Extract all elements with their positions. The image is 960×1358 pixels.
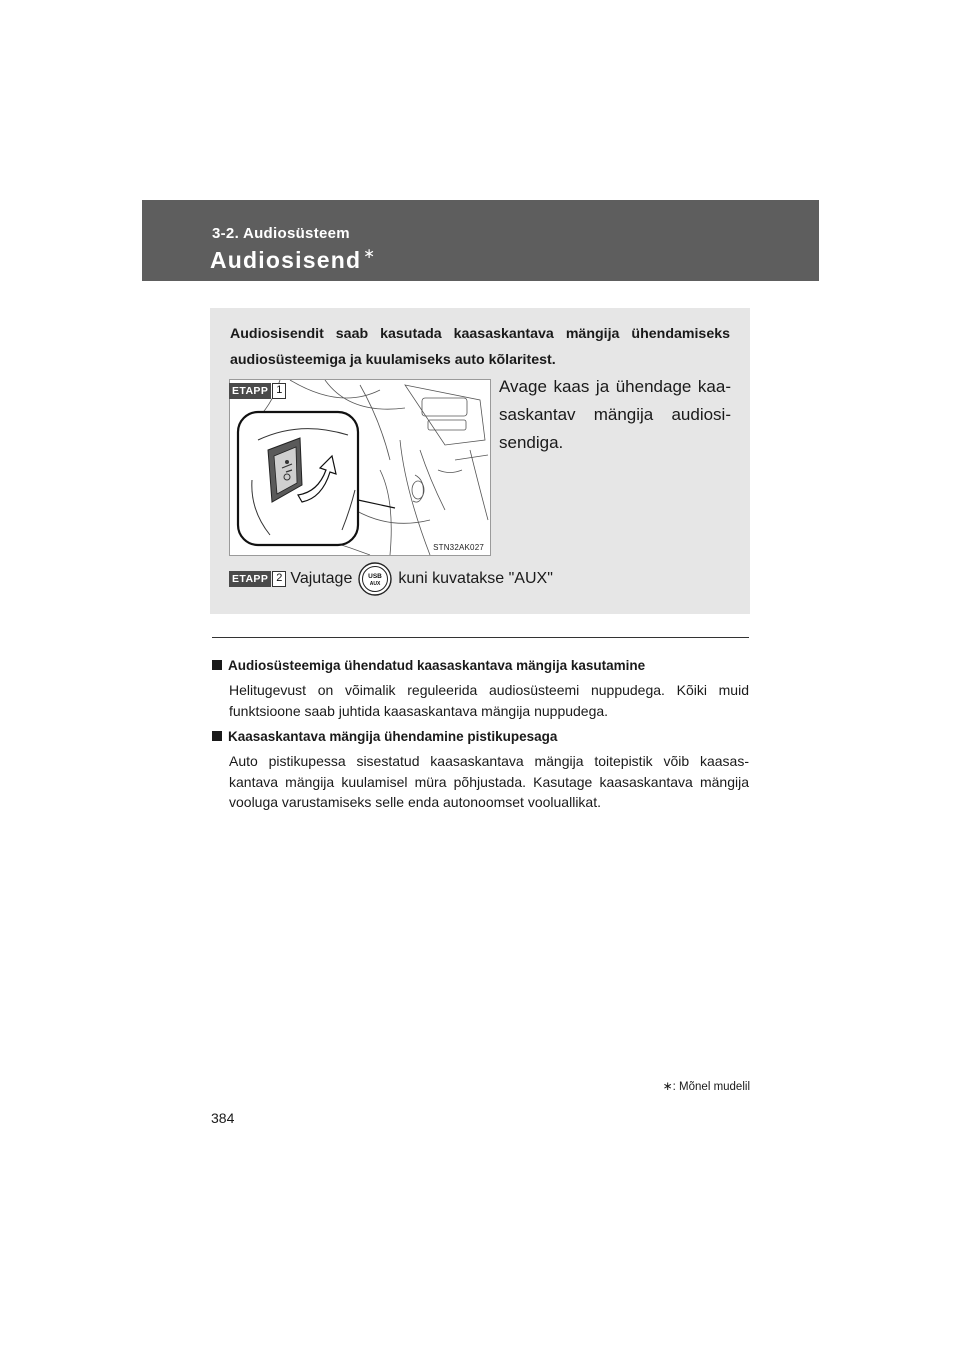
page-title xyxy=(210,247,376,274)
step-badge-word: ETAPP xyxy=(229,383,271,399)
intro-text: Audiosisendit saab kasutada kaasaskantava mängija ühendamiseks audiosüsteemiga ja kuulamiseks auto kõlaritest. xyxy=(230,326,730,368)
note-usage xyxy=(212,656,749,721)
note-heading-text: Audiosüsteemiga ühendatud kaasaskantava mängija kasutamine xyxy=(228,658,646,673)
note-body: Helitugevust on võimalik reguleerida audiosüsteemi nuppudega. Kõiki muid funktsioone saab juhtida kaasaskantava mängija nuppudega. xyxy=(229,682,749,719)
dashboard-drawing xyxy=(230,380,490,555)
step-2-text-before: Vajutage xyxy=(290,570,353,587)
step-2-text-after: kuni kuvatakse "AUX" xyxy=(398,570,553,587)
note-power-socket xyxy=(212,727,749,813)
page-title-text: Audiosisend xyxy=(210,247,362,273)
usb-aux-button-icon xyxy=(358,562,392,596)
note-heading-text: Kaasaskantava mängija ühendamine pistikupesaga xyxy=(228,729,558,744)
note-heading xyxy=(212,656,749,676)
footnote-text: : Mõnel mudelil xyxy=(672,1081,750,1093)
aux-port-illustration xyxy=(229,379,491,556)
step-2-badge xyxy=(229,571,286,587)
step-badge-number: 1 xyxy=(272,383,286,399)
note-body: Auto pistikupessa sisestatud kaasaskantava mängija toitepistik võib kaasas-kantava mängija kuulamisel müra põhjustada. Kasutage kaasaskantava mängija vooluga varustamiseks selle enda autonoomset vooluallikat. xyxy=(229,753,749,810)
section-divider xyxy=(212,637,749,638)
figure-code: STN32AK027 xyxy=(433,543,484,552)
step-1-text: Avage kaas ja ühendage kaa-saskantav mängija audiosi-sendiga. xyxy=(499,377,731,452)
bullet-square-icon xyxy=(212,660,222,670)
step-badge-number: 2 xyxy=(272,571,286,587)
usb-button-label-bottom: AUX xyxy=(370,581,381,587)
note-heading xyxy=(212,727,749,747)
footnote xyxy=(663,1079,750,1093)
footnote-mark: ∗ xyxy=(662,1079,673,1093)
usb-button-label-top: USB xyxy=(368,573,383,580)
intro-box xyxy=(210,308,750,614)
step-2-line xyxy=(229,561,553,597)
step-badge-word: ETAPP xyxy=(229,571,271,587)
section-label: 3-2. Audiosüsteem xyxy=(212,225,350,242)
bullet-square-icon xyxy=(212,731,222,741)
step-1-badge xyxy=(229,383,286,399)
page-number: 384 xyxy=(211,1110,235,1126)
title-footnote-mark: ∗ xyxy=(363,245,377,261)
chapter-header-band xyxy=(142,200,819,281)
